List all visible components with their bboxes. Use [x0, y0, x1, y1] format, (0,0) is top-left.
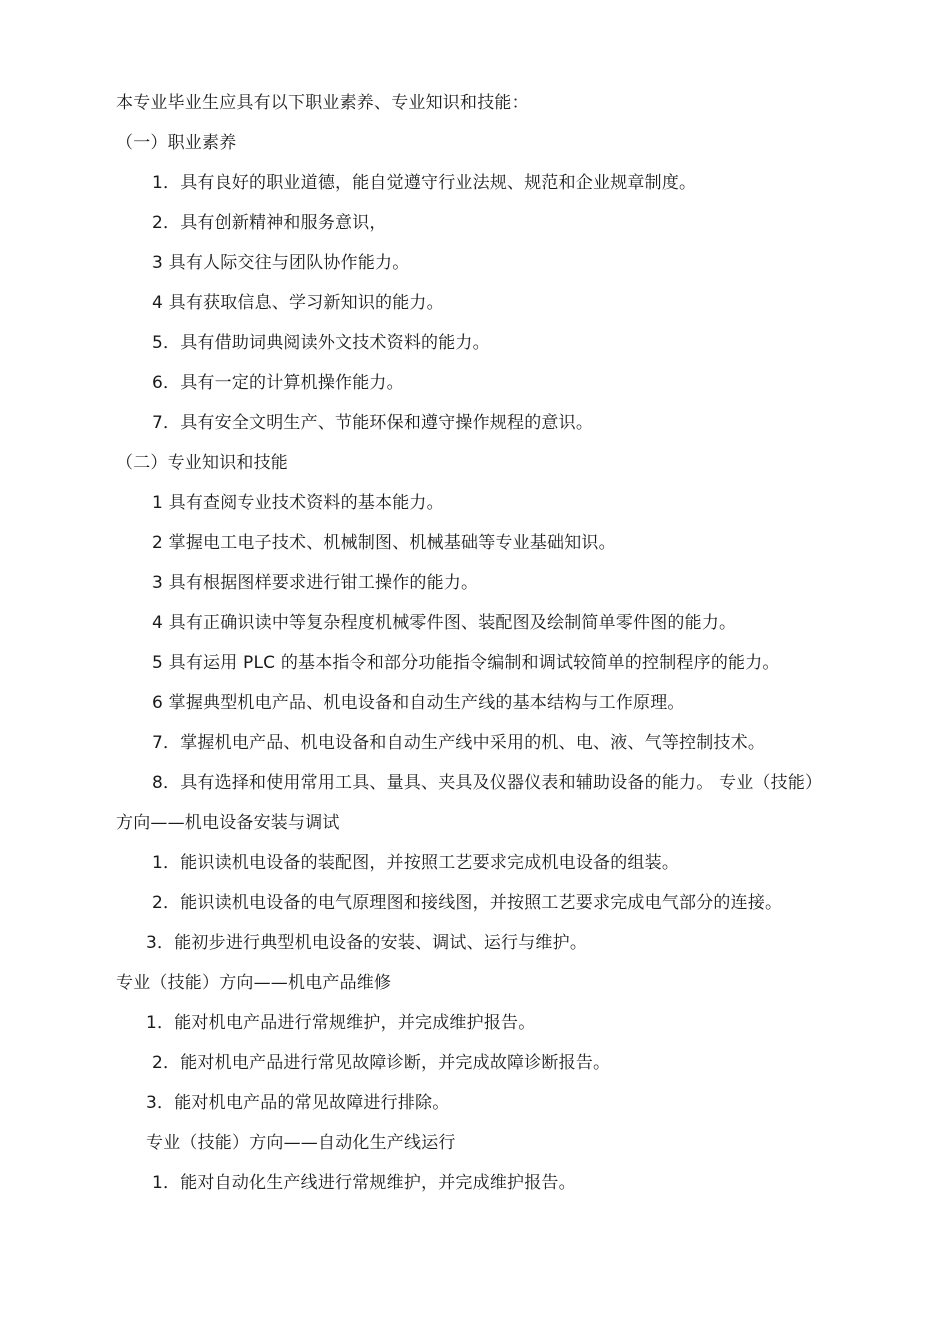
- list-item: 3．能初步进行典型机电设备的安装、调试、运行与维护。: [146, 933, 588, 953]
- section-heading: （二）专业知识和技能: [116, 453, 288, 473]
- list-item: 2．具有创新精神和服务意识，: [152, 213, 387, 233]
- list-item: 3 具有人际交往与团队协作能力。: [152, 253, 410, 273]
- list-item: 1．能对机电产品进行常规维护，并完成维护报告。: [146, 1013, 536, 1033]
- list-item: 5．具有借助词典阅读外文技术资料的能力。: [152, 333, 490, 353]
- list-item: 3．能对机电产品的常见故障进行排除。: [146, 1093, 450, 1113]
- list-item: 4 具有正确识读中等复杂程度机械零件图、装配图及绘制简单零件图的能力。: [152, 613, 737, 633]
- subsection-heading: 专业（技能）方向——自动化生产线运行: [146, 1133, 456, 1153]
- list-item: 6．具有一定的计算机操作能力。: [152, 373, 404, 393]
- list-item: 1．具有良好的职业道德，能自觉遵守行业法规、规范和企业规章制度。: [152, 173, 697, 193]
- list-item: 2 掌握电工电子技术、机械制图、机械基础等专业基础知识。: [152, 533, 616, 553]
- list-item: 4 具有获取信息、学习新知识的能力。: [152, 293, 444, 313]
- section-heading: （一）职业素养: [116, 133, 237, 153]
- list-item: 8．具有选择和使用常用工具、量具、夹具及仪器仪表和辅助设备的能力。 专业（技能）: [152, 773, 823, 793]
- list-item: 7．具有安全文明生产、节能环保和遵守操作规程的意识。: [152, 413, 594, 433]
- list-item: 5 具有运用 PLC 的基本指令和部分功能指令编制和调试较简单的控制程序的能力。: [152, 653, 780, 673]
- list-item: 1．能识读机电设备的装配图，并按照工艺要求完成机电设备的组装。: [152, 853, 680, 873]
- list-item: 7．掌握机电产品、机电设备和自动生产线中采用的机、电、液、气等控制技术。: [152, 733, 766, 753]
- intro-text: 本专业毕业生应具有以下职业素养、专业知识和技能：: [116, 93, 529, 113]
- subsection-heading: 专业（技能）方向——机电产品维修: [116, 973, 392, 993]
- list-item: 1．能对自动化生产线进行常规维护，并完成维护报告。: [152, 1173, 576, 1193]
- list-item: 2．能对机电产品进行常见故障诊断，并完成故障诊断报告。: [152, 1053, 611, 1073]
- list-item: 1 具有查阅专业技术资料的基本能力。: [152, 493, 444, 513]
- list-item: 2．能识读机电设备的电气原理图和接线图，并按照工艺要求完成电气部分的连接。: [152, 893, 783, 913]
- list-item: 6 掌握典型机电产品、机电设备和自动生产线的基本结构与工作原理。: [152, 693, 685, 713]
- list-item: 3 具有根据图样要求进行钳工操作的能力。: [152, 573, 479, 593]
- subsection-heading: 方向——机电设备安装与调试: [116, 813, 340, 833]
